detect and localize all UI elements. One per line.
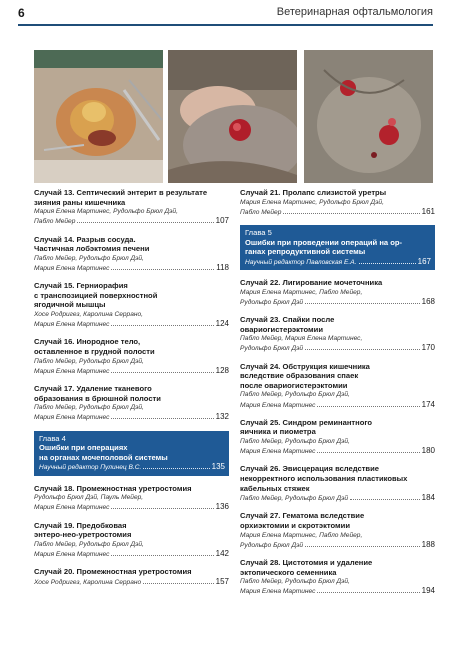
case-authors: Пабло Мейер, Рудольфо Брюл Дэй, bbox=[240, 578, 350, 586]
toc-leader-line[interactable] bbox=[34, 216, 229, 226]
case-authors: Пабло Мейер, Рудольфо Брюл Дэй, bbox=[34, 254, 144, 262]
page-ref: 132 bbox=[215, 412, 229, 422]
page-ref: 161 bbox=[421, 206, 435, 216]
toc-entry bbox=[240, 511, 435, 550]
page-ref: 136 bbox=[215, 502, 229, 512]
case-title: овариогистерэктомии bbox=[240, 324, 324, 334]
toc-entry bbox=[240, 418, 435, 457]
page-ref: 118 bbox=[216, 262, 229, 272]
case-authors-last: Мария Елена Мартинес bbox=[240, 448, 316, 456]
dot-leader bbox=[317, 586, 419, 593]
surgical-photo-1 bbox=[34, 50, 163, 183]
case-title: Случай 20. Промежностная уретростомия bbox=[34, 567, 192, 577]
case-title: оставленное в грудной полости bbox=[34, 346, 155, 356]
case-authors: Мария Елена Мартинес, Рудольфо Брюл Дэй, bbox=[34, 208, 178, 216]
chapter-title: Ошибки при операциях bbox=[39, 443, 128, 453]
toc-entry bbox=[34, 337, 229, 376]
surgical-photo-3 bbox=[304, 50, 433, 183]
dot-leader bbox=[350, 493, 420, 500]
toc-leader-line[interactable] bbox=[240, 586, 435, 596]
page-header bbox=[0, 0, 450, 46]
page-ref: 180 bbox=[421, 446, 435, 456]
page-ref: 107 bbox=[215, 216, 229, 226]
case-authors: Хосе Родригез, Каролина Серрано, bbox=[34, 310, 143, 318]
dot-leader bbox=[111, 319, 213, 326]
dot-leader bbox=[305, 343, 420, 350]
case-authors-last: Мария Елена Мартинес bbox=[34, 550, 110, 558]
chapter-number: Глава 4 bbox=[39, 433, 66, 443]
dot-leader bbox=[305, 540, 420, 547]
case-title: энтеро-нео-уретростомия bbox=[34, 530, 132, 540]
dot-leader bbox=[283, 207, 419, 214]
case-authors-last: Рудольфо Брюл Дэй bbox=[240, 541, 304, 549]
case-title: Случай 17. Удаление тканевого bbox=[34, 383, 152, 393]
chapter-editor: Научный редактор Павловская Е.А. bbox=[245, 258, 357, 266]
dot-leader bbox=[111, 366, 213, 373]
dot-leader bbox=[317, 446, 419, 453]
case-authors-last: Мария Елена Мартинес bbox=[34, 367, 110, 375]
dot-leader bbox=[359, 257, 416, 264]
case-title: орхиэктомии и скротэктомии bbox=[240, 520, 350, 530]
case-title: Случай 24. Обструкция кишечника bbox=[240, 361, 370, 371]
header-rule bbox=[18, 24, 433, 26]
toc-leader-line[interactable] bbox=[240, 540, 435, 550]
toc-entry bbox=[240, 362, 435, 410]
dot-leader bbox=[111, 549, 213, 556]
dot-leader bbox=[111, 263, 214, 270]
case-authors-last: Мария Елена Мартинес bbox=[34, 264, 110, 272]
surgical-photo-strip bbox=[34, 50, 433, 183]
chapter-editor-line[interactable] bbox=[39, 462, 225, 472]
toc-leader-line[interactable] bbox=[240, 207, 435, 217]
toc-entry bbox=[34, 281, 229, 329]
case-title: Случай 16. Инородное тело, bbox=[34, 337, 141, 347]
case-authors-last: Мария Елена Мартинес bbox=[240, 588, 316, 596]
case-title: некорректного использования пластиковых bbox=[240, 473, 408, 483]
case-title: Случай 15. Герниорафия bbox=[34, 281, 128, 291]
case-authors-last: Мария Елена Мартинес bbox=[34, 414, 110, 422]
toc-entry bbox=[240, 278, 435, 307]
case-title: Случай 25. Синдром реминантного bbox=[240, 417, 373, 427]
page-ref: 168 bbox=[421, 296, 435, 306]
case-title: Случай 23. Спайки после bbox=[240, 314, 335, 324]
toc-leader-line[interactable] bbox=[34, 319, 229, 329]
page-ref: 135 bbox=[211, 462, 225, 472]
case-authors: Пабло Мейер, Рудольфо Брюл Дэй, bbox=[34, 540, 144, 548]
toc-entry bbox=[34, 188, 229, 227]
chapter-title: Ошибки при проведении операций на ор- bbox=[245, 237, 403, 247]
case-authors: Пабло Мейер, Рудольфо Брюл Дэй, bbox=[240, 437, 350, 445]
toc-entry bbox=[34, 384, 229, 423]
toc-entry bbox=[34, 567, 229, 587]
toc-entry bbox=[240, 558, 435, 597]
case-authors: Мария Елена Мартинес, Пабло Мейер, bbox=[240, 531, 363, 539]
page-ref: 124 bbox=[215, 319, 229, 329]
case-title: ягодичной мышцы bbox=[34, 300, 106, 310]
case-title: Случай 21. Пролапс слизистой уретры bbox=[240, 188, 387, 197]
case-authors: Мария Елена Мартинес, Рудольфо Брюл Дэй, bbox=[240, 198, 384, 206]
dot-leader bbox=[111, 502, 213, 509]
running-title: Ветеринарная офтальмология bbox=[276, 6, 433, 18]
case-title: Случай 18. Промежностная уретростомия bbox=[34, 483, 192, 493]
case-authors-last: Пабло Мейер bbox=[240, 208, 282, 216]
page-ref: 188 bbox=[421, 539, 435, 549]
chapter-title: ганах репродуктивной системы bbox=[245, 247, 366, 257]
chapter-title: на органах мочеполовой системы bbox=[39, 452, 168, 462]
toc-entry bbox=[240, 464, 435, 503]
toc-leader-line[interactable] bbox=[34, 502, 229, 512]
chapter-editor-line[interactable] bbox=[245, 257, 431, 267]
case-authors-last: Мария Елена Мартинес bbox=[34, 504, 110, 512]
case-title: образования в брюшной полости bbox=[34, 393, 161, 403]
dot-leader bbox=[143, 577, 213, 584]
case-authors-last: Рудольфо Брюл Дэй bbox=[240, 298, 304, 306]
case-authors: Пабло Мейер, Рудольфо Брюл Дэй, bbox=[240, 391, 350, 399]
toc-entry bbox=[34, 521, 229, 560]
page-ref: 167 bbox=[417, 256, 431, 266]
case-title: эктопического семенника bbox=[240, 567, 337, 577]
toc-entry bbox=[240, 315, 435, 354]
toc-entry bbox=[240, 188, 435, 217]
case-title: Случай 28. Цистотомия и удаление bbox=[240, 557, 373, 567]
case-authors: Рудольфо Брюл Дэй, Пауль Мейер, bbox=[34, 494, 144, 502]
case-authors-last: Пабло Мейер bbox=[34, 218, 76, 226]
case-title: Случай 13. Септический энтерит в результате bbox=[34, 188, 208, 197]
toc-leader-line[interactable] bbox=[240, 297, 435, 307]
page-ref: 157 bbox=[215, 576, 229, 586]
case-title: вследствие образования спаек bbox=[240, 371, 359, 381]
toc-leader-line[interactable] bbox=[34, 412, 229, 422]
chapter-editor: Научный редактор Пулинец В.С. bbox=[39, 464, 142, 472]
toc-leader-line[interactable] bbox=[240, 446, 435, 456]
page-ref: 128 bbox=[215, 365, 229, 375]
chapter-heading bbox=[34, 431, 229, 476]
dot-leader bbox=[77, 216, 213, 223]
case-authors-last: Мария Елена Мартинес bbox=[34, 321, 110, 329]
toc-leader-line[interactable] bbox=[34, 366, 229, 376]
case-authors: Пабло Мейер, Мария Елена Мартинес, bbox=[240, 335, 363, 343]
case-title: зияния раны кишечника bbox=[34, 197, 126, 207]
case-title: кабельных стяжек bbox=[240, 483, 310, 493]
case-authors: Пабло Мейер, Рудольфо Брюл Дэй, bbox=[34, 357, 144, 365]
case-title: Случай 22. Лигирование мочеточника bbox=[240, 277, 383, 287]
toc-leader-line[interactable] bbox=[240, 493, 435, 503]
toc-right-column bbox=[240, 188, 435, 605]
page-ref: 184 bbox=[421, 493, 435, 503]
case-title: Случай 27. Гематома вследствие bbox=[240, 511, 365, 521]
page-ref: 142 bbox=[215, 548, 229, 558]
case-title: после овариогистерэктомии bbox=[240, 380, 348, 390]
toc-leader-line[interactable] bbox=[34, 549, 229, 559]
page-ref: 170 bbox=[421, 343, 435, 353]
case-title: Случай 26. Эвисцерация вследствие bbox=[240, 464, 379, 474]
case-authors: Мария Елена Мартинес, Пабло Мейер, bbox=[240, 288, 363, 296]
case-authors-last: Хосе Родригез, Каролина Серрано bbox=[34, 578, 142, 586]
page-ref: 194 bbox=[421, 586, 435, 596]
dot-leader bbox=[111, 412, 213, 419]
case-authors-last: Мария Елена Мартинес bbox=[240, 401, 316, 409]
toc-leader-line[interactable] bbox=[34, 263, 229, 273]
toc-leader-line[interactable] bbox=[240, 400, 435, 410]
case-title: Частичная лобэктомия печени bbox=[34, 244, 150, 254]
dot-leader bbox=[143, 462, 209, 469]
toc-entry bbox=[34, 235, 229, 274]
case-authors-last: Пабло Мейер, Рудольфо Брюл Дэй bbox=[240, 495, 349, 503]
case-title: Случай 14. Разрыв сосуда. bbox=[34, 234, 136, 244]
chapter-number: Глава 5 bbox=[245, 228, 272, 237]
page-number: 6 bbox=[18, 6, 25, 20]
page-ref: 174 bbox=[421, 399, 435, 409]
toc-leader-line[interactable] bbox=[34, 577, 229, 587]
case-authors: Пабло Мейер, Рудольфо Брюл Дэй, bbox=[34, 404, 144, 412]
toc-left-column bbox=[34, 188, 229, 595]
toc-entry bbox=[34, 484, 229, 513]
case-title: Случай 19. Предобковая bbox=[34, 520, 127, 530]
case-authors-last: Рудольфо Брюл Дэй bbox=[240, 345, 304, 353]
chapter-heading bbox=[240, 225, 435, 270]
toc-leader-line[interactable] bbox=[240, 343, 435, 353]
case-title: яичника и пиометра bbox=[240, 427, 316, 437]
dot-leader bbox=[317, 400, 419, 407]
surgical-photo-2 bbox=[168, 50, 297, 183]
case-title: с транспозицией поверхностной bbox=[34, 290, 158, 300]
dot-leader bbox=[305, 297, 420, 304]
